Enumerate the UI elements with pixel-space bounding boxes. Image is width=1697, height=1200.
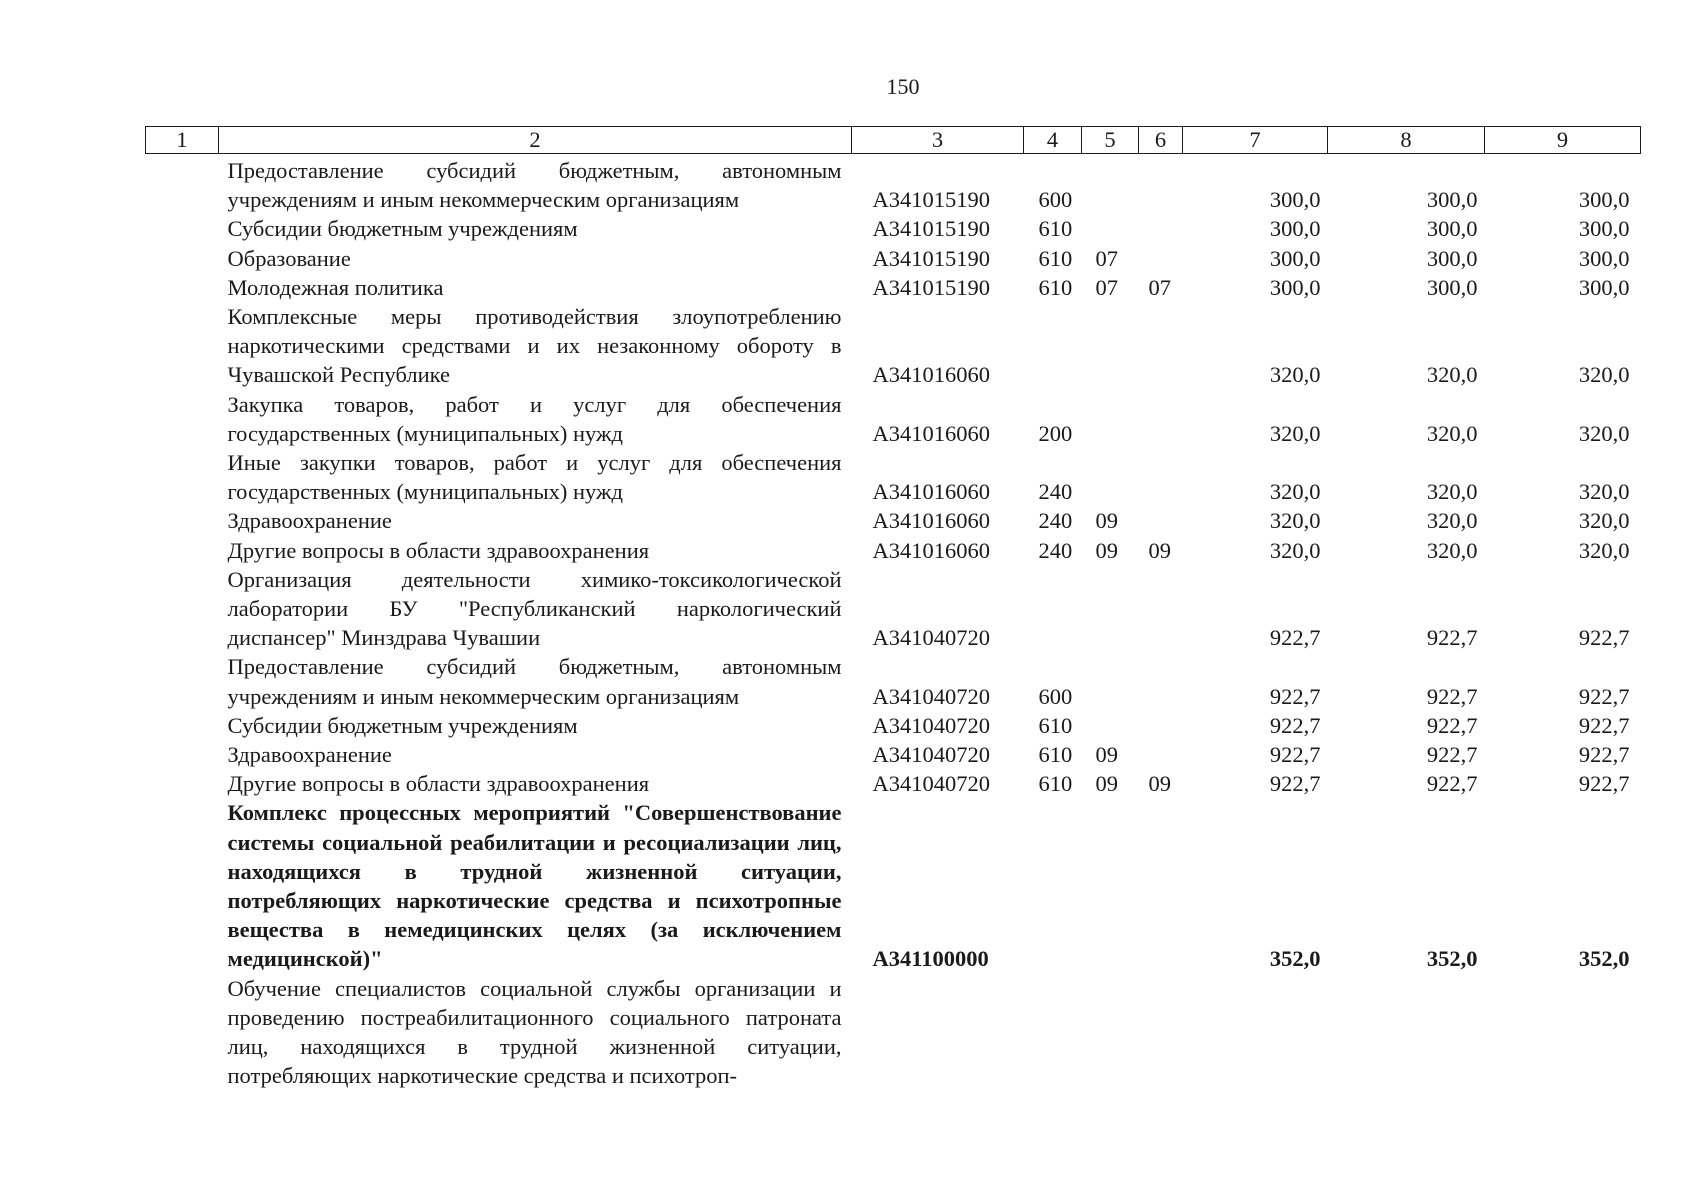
table-row (146, 652, 1641, 710)
row-col-4: 610 (1038, 245, 1073, 271)
row-col-5: 09 (1095, 742, 1118, 768)
row-value-8: 922,7 (1426, 625, 1478, 651)
row-col-6 (1139, 214, 1183, 243)
row-value-8: 922,7 (1426, 712, 1478, 738)
row-col-6 (1139, 565, 1183, 653)
row-code: А341040720 (872, 742, 990, 768)
row-col-4: 600 (1038, 683, 1073, 709)
header-row (146, 127, 1641, 154)
blank-cell (146, 536, 219, 565)
row-name: Субсидии бюджетным учреждениям (227, 216, 578, 242)
row-col-4 (1024, 565, 1082, 653)
table-row (146, 536, 1641, 565)
table-row (146, 769, 1641, 798)
row-col-6 (1139, 390, 1183, 448)
row-code: А341040720 (872, 771, 990, 797)
row-value-9: 320,0 (1578, 362, 1630, 388)
row-col-5 (1082, 565, 1139, 653)
column-header-1: 1 (146, 127, 219, 154)
blank-cell (146, 154, 219, 215)
row-col-6: 09 (1148, 537, 1171, 563)
row-value-9: 300,0 (1578, 274, 1630, 300)
row-code: А341016060 (872, 508, 990, 534)
table-row (146, 448, 1641, 506)
row-col-4: 600 (1038, 187, 1073, 213)
table-body (146, 154, 1641, 1091)
row-col-6 (1139, 740, 1183, 769)
row-value-9: 922,7 (1578, 742, 1630, 768)
row-col-4: 610 (1038, 771, 1073, 797)
row-value-8: 352,0 (1426, 946, 1478, 972)
row-value-9: 320,0 (1578, 420, 1630, 446)
row-col-4: 610 (1038, 712, 1073, 738)
row-value-7: 300,0 (1269, 274, 1321, 300)
row-value-8: 922,7 (1426, 742, 1478, 768)
row-col-4: 200 (1038, 420, 1073, 446)
row-value-8: 300,0 (1426, 187, 1478, 213)
row-name: Комплексные меры противодействия злоупотреблению наркотическими средствами и их незаконному обороту в Чувашской Республике (227, 304, 842, 388)
row-col-5: 09 (1095, 508, 1118, 534)
row-code: А341040720 (872, 683, 990, 709)
blank-cell (146, 506, 219, 535)
row-code: А341040720 (872, 625, 990, 651)
blank-cell (146, 740, 219, 769)
table-row (146, 798, 1641, 973)
row-name: Здравоохранение (227, 742, 392, 768)
blank-cell (146, 448, 219, 506)
row-col-6 (1139, 711, 1183, 740)
row-name: Образование (227, 245, 351, 271)
row-col-5 (1082, 390, 1139, 448)
row-code: А341015190 (872, 274, 990, 300)
row-name: Организация деятельности химико-токсикологической лаборатории БУ "Республиканский наркологический диспансер" Минздрава Чувашии (227, 566, 842, 651)
row-name: Молодежная политика (227, 274, 444, 300)
row-value-8: 320,0 (1426, 537, 1478, 563)
row-col-5 (1082, 798, 1139, 973)
row-name: Другие вопросы в области здравоохранения (227, 537, 650, 563)
row-col-6 (1139, 652, 1183, 710)
blank-cell (146, 302, 219, 390)
row-name: Другие вопросы в области здравоохранения (227, 771, 650, 797)
table-row (146, 506, 1641, 535)
row-col-6 (1139, 798, 1183, 973)
row-name: Предоставление субсидий бюджетным, автономным учреждениям и иным некоммерческим организациям (227, 654, 842, 709)
row-name: Иные закупки товаров, работ и услуг для обеспечения государственных (муниципальных) нужд (227, 450, 842, 505)
column-header-3: 3 (852, 127, 1024, 154)
row-col-5 (1082, 974, 1139, 1091)
row-code: А341016060 (872, 362, 990, 388)
blank-cell (146, 565, 219, 653)
row-code: А341015190 (872, 245, 990, 271)
row-value-8: 300,0 (1426, 274, 1478, 300)
blank-cell (146, 244, 219, 273)
row-col-6 (1139, 448, 1183, 506)
row-col-6 (1139, 974, 1183, 1091)
row-col-6: 09 (1148, 771, 1171, 797)
blank-cell (146, 390, 219, 448)
row-col-6 (1139, 302, 1183, 390)
row-value-8: 320,0 (1426, 420, 1478, 446)
row-col-6 (1139, 506, 1183, 535)
row-code: А341100000 (872, 946, 989, 972)
row-value-7: 922,7 (1269, 742, 1321, 768)
row-col-6 (1139, 154, 1183, 215)
row-value-7: 922,7 (1269, 771, 1321, 797)
page-number: 150 (886, 74, 920, 99)
row-col-5 (1082, 302, 1139, 390)
table-row (146, 740, 1641, 769)
row-value-9: 352,0 (1578, 946, 1630, 972)
row-value-9: 300,0 (1578, 245, 1630, 271)
column-header-5: 5 (1082, 127, 1139, 154)
row-value-7: 300,0 (1269, 187, 1321, 213)
table-row (146, 565, 1641, 653)
row-col-5 (1082, 652, 1139, 710)
blank-cell (146, 711, 219, 740)
table-row (146, 302, 1641, 390)
row-value-9: 320,0 (1578, 537, 1630, 563)
row-col-4: 610 (1038, 216, 1073, 242)
row-col-5: 09 (1095, 771, 1118, 797)
row-value-7 (1183, 974, 1328, 1091)
row-value-8 (1328, 974, 1485, 1091)
row-value-9: 922,7 (1578, 625, 1630, 651)
row-value-8: 320,0 (1426, 508, 1478, 534)
row-name: Здравоохранение (227, 508, 392, 534)
row-col-4: 610 (1038, 274, 1073, 300)
row-code (852, 974, 1024, 1091)
row-col-6 (1139, 244, 1183, 273)
row-value-9: 300,0 (1578, 187, 1630, 213)
column-header-6: 6 (1139, 127, 1183, 154)
blank-cell (146, 214, 219, 243)
row-value-9: 320,0 (1578, 479, 1630, 505)
row-code: А341015190 (872, 187, 990, 213)
row-value-7: 922,7 (1269, 683, 1321, 709)
row-col-5: 09 (1095, 537, 1118, 563)
table-row (146, 214, 1641, 243)
row-name: Предоставление субсидий бюджетным, автономным учреждениям и иным некоммерческим организациям (227, 158, 842, 213)
blank-cell (146, 974, 219, 1091)
row-code: А341040720 (872, 712, 990, 738)
row-value-7: 922,7 (1269, 712, 1321, 738)
row-value-9: 922,7 (1578, 712, 1630, 738)
table-header (146, 127, 1641, 154)
row-value-7: 352,0 (1269, 946, 1321, 972)
row-value-8: 320,0 (1426, 479, 1478, 505)
table-row (146, 154, 1641, 215)
blank-cell (146, 798, 219, 973)
table-row (146, 244, 1641, 273)
row-code: А341016060 (872, 479, 990, 505)
row-value-7: 320,0 (1269, 479, 1321, 505)
row-name: Обучение специалистов социальной службы организации и проведению постреабилитационного социального патроната лиц, находящихся в трудной жизненной ситуации, потребляющих наркотические средства и психотроп- (227, 975, 842, 1089)
row-col-4 (1024, 302, 1082, 390)
row-code: А341015190 (872, 216, 990, 242)
row-name: Комплекс процессных мероприятий "Совершенствование системы социальной реабилитации и ресоциализации лиц, находящихся в трудной жизненной ситуации, потребляющих наркотические средства и психотропные вещества в немедицинских целях (за исключением медицинской)" (227, 800, 842, 972)
row-col-4 (1024, 974, 1082, 1091)
row-value-9: 320,0 (1578, 508, 1630, 534)
table-row (146, 390, 1641, 448)
budget-table (145, 126, 1641, 1091)
table-row (146, 273, 1641, 302)
row-col-5: 07 (1095, 274, 1118, 300)
row-value-9: 922,7 (1578, 683, 1630, 709)
column-header-7: 7 (1183, 127, 1328, 154)
row-value-9: 922,7 (1578, 771, 1630, 797)
row-col-6: 07 (1148, 274, 1171, 300)
row-value-8: 300,0 (1426, 216, 1478, 242)
row-value-9: 300,0 (1578, 216, 1630, 242)
column-header-4: 4 (1024, 127, 1082, 154)
row-col-5: 07 (1095, 245, 1118, 271)
row-value-7: 300,0 (1269, 216, 1321, 242)
row-value-8: 922,7 (1426, 683, 1478, 709)
column-header-9: 9 (1485, 127, 1641, 154)
row-col-5 (1082, 214, 1139, 243)
row-name: Субсидии бюджетным учреждениям (227, 712, 578, 738)
table-row (146, 974, 1641, 1091)
row-value-8: 300,0 (1426, 245, 1478, 271)
blank-cell (146, 769, 219, 798)
row-value-9 (1485, 974, 1641, 1091)
row-col-4 (1024, 798, 1082, 973)
row-col-4: 610 (1038, 742, 1073, 768)
row-code: А341016060 (872, 420, 990, 446)
row-value-7: 320,0 (1269, 508, 1321, 534)
row-col-4: 240 (1038, 537, 1073, 563)
table-row (146, 711, 1641, 740)
row-col-5 (1082, 448, 1139, 506)
blank-cell (146, 652, 219, 710)
blank-cell (146, 273, 219, 302)
row-col-4: 240 (1038, 508, 1073, 534)
row-col-4: 240 (1038, 479, 1073, 505)
row-name: Закупка товаров, работ и услуг для обеспечения государственных (муниципальных) нужд (227, 391, 842, 446)
column-header-8: 8 (1328, 127, 1485, 154)
row-value-8: 320,0 (1426, 362, 1478, 388)
row-value-7: 320,0 (1269, 537, 1321, 563)
row-value-8: 922,7 (1426, 771, 1478, 797)
row-value-7: 922,7 (1269, 625, 1321, 651)
row-col-5 (1082, 154, 1139, 215)
row-code: А341016060 (872, 537, 990, 563)
row-value-7: 320,0 (1269, 362, 1321, 388)
row-value-7: 320,0 (1269, 420, 1321, 446)
row-value-7: 300,0 (1269, 245, 1321, 271)
row-col-5 (1082, 711, 1139, 740)
column-header-2: 2 (219, 127, 852, 154)
